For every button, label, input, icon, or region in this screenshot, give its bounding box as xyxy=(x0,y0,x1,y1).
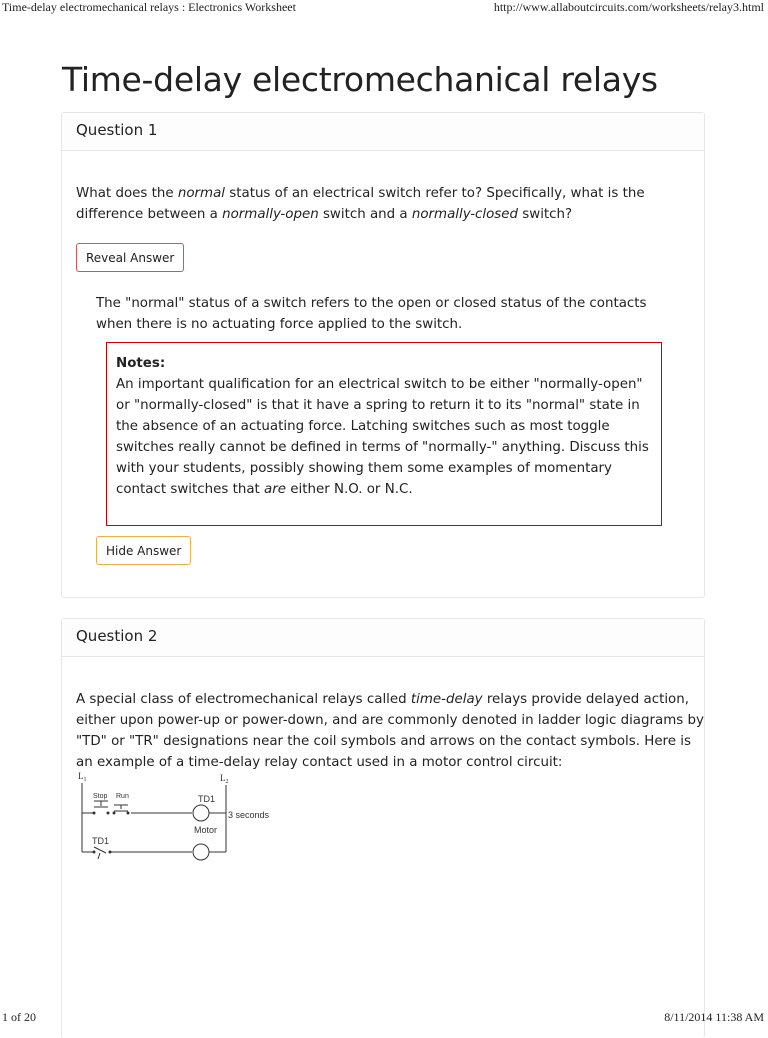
notes-box xyxy=(106,342,662,526)
run-label: Run xyxy=(116,793,129,800)
td1-contact-label: TD1 xyxy=(92,836,110,846)
td1-coil-label: TD1 xyxy=(198,794,216,804)
page-title: Time-delay electromechanical relays xyxy=(62,60,658,99)
question-2-text: A special class of electromechanical relays called time-delay relays provide delayed action, either upon power-up or power-down, and are commonly denoted in ladder logic diagrams by "TD" or "TR" designations near the coil symbols and arrows on the contact symbols. Here is an example of a time-delay relay contact used in a motor control circuit: xyxy=(76,692,704,770)
print-timestamp: 8/11/2014 11:38 AM xyxy=(664,1010,764,1024)
l2-label: $L_2$ xyxy=(220,773,229,785)
browser-page-title: Time-delay electromechanical relays : Electronics Worksheet xyxy=(2,0,296,14)
browser-url[interactable]: http://www.allaboutcircuits.com/worksheets/relay3.html xyxy=(493,0,764,14)
motor-label: Motor xyxy=(194,825,218,835)
delay-label: 3 seconds xyxy=(228,810,270,820)
question-1-card xyxy=(61,112,705,598)
reveal-answer-button[interactable]: Reveal Answer xyxy=(76,243,184,272)
ladder-diagram xyxy=(76,771,296,866)
question-1-heading: Question 1 xyxy=(62,113,704,151)
notes-text: An important qualification for an electrical switch to be either "normally-open" or "normally-closed" is that it have a spring to return it to its "normal" state in the absence of an actuating force. Latching switches such as most toggle switches really cannot be defined in terms of "normally-" anything. Discuss this with your students, possibly showing them some examples of momentary contact switches that are either N.O. or N.C. xyxy=(116,377,649,497)
question-1-text: What does the normal status of an electrical switch refer to? Specifically, what is the difference between a normally-open switch and a normally-closed switch? xyxy=(76,186,645,222)
hide-answer-button[interactable]: Hide Answer xyxy=(96,536,191,565)
answer-text: The "normal" status of a switch refers to the open or closed status of the contacts when there is no actuating force applied to the switch. xyxy=(96,296,647,332)
question-2-heading: Question 2 xyxy=(62,619,704,657)
page-counter: 1 of 20 xyxy=(2,1010,36,1024)
notes-title: Notes: xyxy=(116,356,166,371)
l1-label: $L_1$ xyxy=(78,771,87,783)
stop-label: Stop xyxy=(93,793,108,800)
question-2-card xyxy=(61,618,705,1038)
